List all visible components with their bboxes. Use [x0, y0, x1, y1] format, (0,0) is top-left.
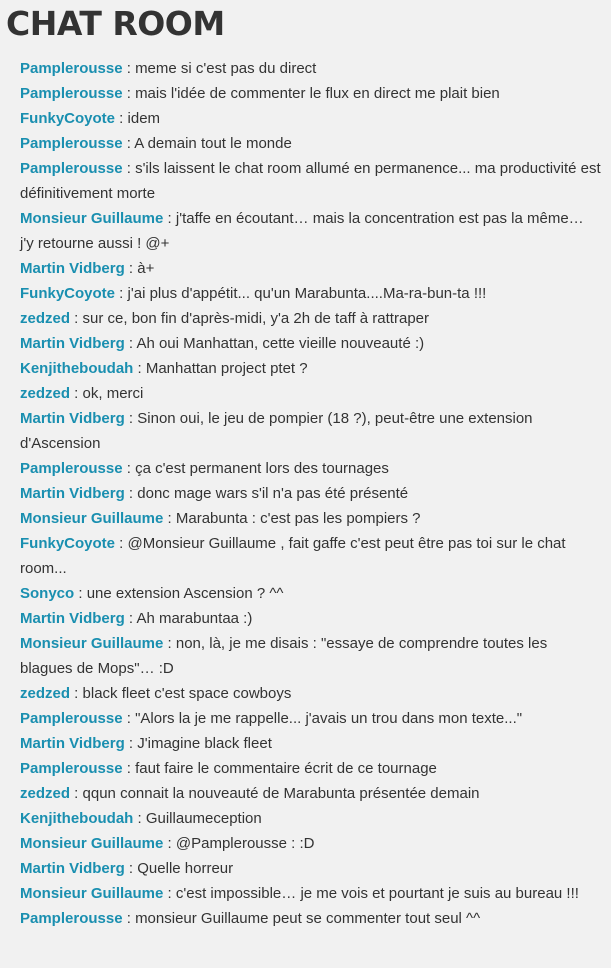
message-username[interactable]: Pamplerousse: [20, 60, 123, 77]
message-username[interactable]: Pamplerousse: [20, 460, 123, 477]
message-text: j'taffe en écoutant… mais la concentration est pas la même… j'y retourne aussi ! @+: [20, 210, 584, 252]
message-text: monsieur Guillaume peut se commenter tout seul ^^: [135, 910, 481, 927]
message-username[interactable]: Pamplerousse: [20, 160, 123, 177]
message-text: faut faire le commentaire écrit de ce tournage: [135, 760, 437, 777]
message-text: qqun connait la nouveauté de Marabunta présentée demain: [82, 785, 480, 802]
message-separator: :: [115, 110, 128, 127]
message-text: meme si c'est pas du direct: [135, 60, 317, 77]
message-separator: :: [163, 210, 176, 227]
chat-message: [20, 506, 601, 531]
message-separator: :: [133, 360, 146, 377]
message-text: s'ils laissent le chat room allumé en permanence... ma productivité est définitivement morte: [20, 160, 601, 202]
message-text: j'ai plus d'appétit... qu'un Marabunta....Ma-ra-bun-ta !!!: [127, 285, 487, 302]
chat-message: [20, 331, 601, 356]
chat-message: [20, 131, 601, 156]
message-text: non, là, je me disais : "essaye de comprendre toutes les blagues de Mops"… :D: [20, 635, 548, 677]
message-username[interactable]: FunkyCoyote: [20, 535, 116, 552]
message-separator: :: [70, 385, 83, 402]
message-text: Manhattan project ptet ?: [145, 360, 308, 377]
chat-message: [20, 381, 601, 406]
message-username[interactable]: zedzed: [20, 785, 71, 802]
message-separator: :: [124, 860, 138, 877]
message-username[interactable]: Kenjitheboudah: [20, 810, 134, 827]
message-text: A demain tout le monde: [134, 135, 292, 152]
message-separator: :: [70, 785, 83, 802]
message-separator: :: [122, 85, 136, 102]
chat-message: [20, 681, 601, 706]
message-username[interactable]: Pamplerousse: [20, 710, 123, 727]
chat-message: [20, 206, 601, 256]
message-separator: :: [74, 585, 87, 602]
chat-message: [20, 356, 601, 381]
message-separator: :: [124, 335, 137, 352]
chat-message: [20, 106, 601, 131]
message-text: black fleet c'est space cowboys: [82, 685, 292, 702]
message-separator: :: [124, 610, 137, 627]
message-separator: :: [122, 910, 136, 927]
message-separator: :: [122, 60, 136, 77]
message-text: Ah marabuntaa :): [136, 610, 253, 627]
chat-message: [20, 856, 601, 881]
message-username[interactable]: Pamplerousse: [20, 760, 123, 777]
chat-message: [20, 56, 601, 81]
chat-message: [20, 781, 601, 806]
message-separator: :: [124, 735, 138, 752]
chat-message: [20, 406, 601, 456]
message-text: "Alors la je me rappelle... j'avais un trou dans mon texte...": [135, 710, 523, 727]
message-text: c'est impossible… je me vois et pourtant je suis au bureau !!!: [175, 885, 579, 902]
chat-message: [20, 606, 601, 631]
message-text: J'imagine black fleet: [137, 735, 272, 752]
message-text: mais l'idée de commenter le flux en direct me plait bien: [135, 85, 500, 102]
message-username[interactable]: Martin Vidberg: [20, 860, 125, 877]
message-text: @Monsieur Guillaume , fait gaffe c'est peut être pas toi sur le chat room...: [20, 535, 566, 577]
chat-message: [20, 731, 601, 756]
message-separator: :: [115, 285, 128, 302]
chat-message: [20, 481, 601, 506]
chat-message: [20, 581, 601, 606]
message-username[interactable]: Kenjitheboudah: [20, 360, 134, 377]
message-separator: :: [163, 510, 176, 527]
message-separator: :: [115, 535, 128, 552]
chat-message: [20, 881, 601, 906]
message-username[interactable]: Monsieur Guillaume: [20, 835, 164, 852]
message-username[interactable]: Monsieur Guillaume: [20, 210, 164, 227]
chat-message: [20, 256, 601, 281]
message-username[interactable]: FunkyCoyote: [20, 110, 116, 127]
chat-message: [20, 706, 601, 731]
message-username[interactable]: Pamplerousse: [20, 85, 123, 102]
message-separator: :: [122, 160, 136, 177]
message-text: sur ce, bon fin d'après-midi, y'a 2h de taff à rattraper: [82, 310, 429, 327]
message-separator: :: [163, 885, 176, 902]
message-username[interactable]: Monsieur Guillaume: [20, 635, 164, 652]
message-username[interactable]: zedzed: [20, 310, 71, 327]
message-separator: :: [163, 635, 176, 652]
message-separator: :: [124, 410, 138, 427]
message-text: donc mage wars s'il n'a pas été présenté: [137, 485, 409, 502]
chat-message: [20, 631, 601, 681]
page-title: CHAT ROOM: [6, 4, 225, 43]
message-separator: :: [163, 835, 176, 852]
chat-message: [20, 156, 601, 206]
message-text: Marabunta : c'est pas les pompiers ?: [175, 510, 421, 527]
message-username[interactable]: Monsieur Guillaume: [20, 510, 164, 527]
message-text: ça c'est permanent lors des tournages: [135, 460, 389, 477]
message-list: [0, 48, 611, 931]
message-text: Guillaumeception: [145, 810, 262, 827]
message-separator: :: [70, 310, 83, 327]
message-separator: :: [122, 710, 136, 727]
message-username[interactable]: zedzed: [20, 385, 71, 402]
message-username[interactable]: Martin Vidberg: [20, 610, 125, 627]
message-separator: :: [122, 135, 135, 152]
message-text: une extension Ascension ? ^^: [86, 585, 284, 602]
message-text: Ah oui Manhattan, cette vieille nouveauté :): [136, 335, 425, 352]
message-separator: :: [124, 260, 138, 277]
message-text: idem: [127, 110, 161, 127]
message-username[interactable]: Sonyco: [20, 585, 75, 602]
message-text: ok, merci: [82, 385, 144, 402]
message-separator: :: [122, 760, 136, 777]
chat-message: [20, 756, 601, 781]
chat-message: [20, 831, 601, 856]
chat-message: [20, 81, 601, 106]
chat-message: [20, 531, 601, 581]
message-text: Sinon oui, le jeu de pompier (18 ?), peut-être une extension d'Ascension: [20, 410, 533, 452]
message-username[interactable]: FunkyCoyote: [20, 285, 116, 302]
message-text: Quelle horreur: [137, 860, 234, 877]
chat-message: [20, 806, 601, 831]
message-username[interactable]: Martin Vidberg: [20, 335, 125, 352]
message-username[interactable]: Martin Vidberg: [20, 735, 125, 752]
message-username[interactable]: Martin Vidberg: [20, 485, 125, 502]
chat-message: [20, 456, 601, 481]
message-username[interactable]: zedzed: [20, 685, 71, 702]
message-text: @Pamplerousse : :D: [175, 835, 315, 852]
message-separator: :: [133, 810, 146, 827]
message-username[interactable]: Pamplerousse: [20, 910, 123, 927]
message-separator: :: [70, 685, 83, 702]
message-separator: :: [122, 460, 136, 477]
message-username[interactable]: Martin Vidberg: [20, 410, 125, 427]
chat-message: [20, 906, 601, 931]
message-username[interactable]: Martin Vidberg: [20, 260, 125, 277]
chat-message: [20, 306, 601, 331]
message-text: à+: [137, 260, 155, 277]
message-separator: :: [124, 485, 138, 502]
chat-message: [20, 281, 601, 306]
message-username[interactable]: Pamplerousse: [20, 135, 123, 152]
message-username[interactable]: Monsieur Guillaume: [20, 885, 164, 902]
